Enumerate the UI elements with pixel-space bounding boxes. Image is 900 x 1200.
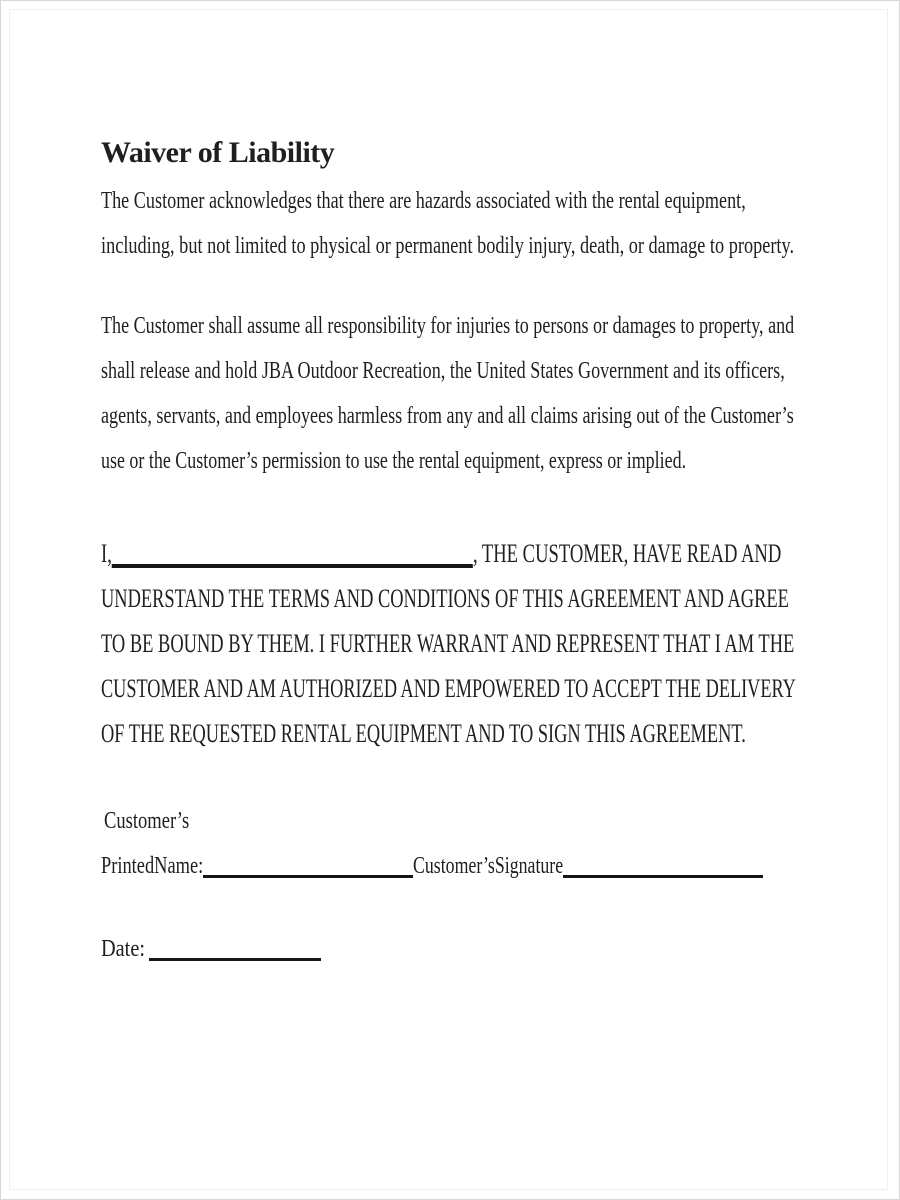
- agreement-line-text: OF THE REQUESTED RENTAL EQUIPMENT AND TO SIGN THIS AGREEMENT.: [101, 719, 746, 748]
- agreement-prefix: I,: [101, 539, 112, 568]
- date-label: Date:: [101, 936, 145, 962]
- paragraph-line-text: including, but not limited to physical or permanent bodily injury, death, or damage to property.: [101, 233, 795, 259]
- paragraph-line: [101, 179, 809, 224]
- agreement-suffix: , THE CUSTOMER, HAVE READ AND: [472, 539, 782, 568]
- agreement-line-text: CUSTOMER AND AM AUTHORIZED AND EMPOWERED TO ACCEPT THE DELIVERY: [101, 674, 796, 703]
- paragraph-agreement-terms: [101, 531, 809, 756]
- customer-signature-blank[interactable]: [563, 875, 763, 878]
- paragraph-line-text: agents, servants, and employees harmless from any and all claims arising out of the Customer’s: [101, 403, 794, 429]
- document-title: [101, 135, 809, 171]
- printed-name-label: PrintedName:: [101, 853, 204, 879]
- agreement-line-with-blank: [101, 531, 809, 576]
- paragraph-line-text: The Customer shall assume all responsibility for injuries to persons or damages to property, and: [101, 313, 795, 339]
- agreement-line: [101, 711, 809, 756]
- signature-section: [101, 799, 809, 889]
- paragraph-line-text: The Customer acknowledges that there are hazards associated with the rental equipment,: [101, 188, 746, 214]
- paragraph-responsibility-release: [101, 304, 809, 484]
- date-blank[interactable]: [149, 958, 321, 961]
- printed-name-signature-line: [101, 844, 809, 889]
- customer-label-line: [101, 799, 809, 844]
- date-line: [101, 927, 809, 972]
- paragraph-line: [101, 349, 809, 394]
- document-title-text: Waiver of Liability: [101, 136, 335, 169]
- agreement-line-text: [101, 531, 782, 576]
- customer-label: Customer’s: [104, 808, 190, 834]
- agreement-line-text: TO BE BOUND BY THEM. I FURTHER WARRANT AND REPRESENT THAT I AM THE: [101, 629, 795, 658]
- paragraph-hazard-acknowledgement: [101, 179, 809, 269]
- paragraph-line-text: use or the Customer’s permission to use the rental equipment, express or implied.: [101, 448, 687, 474]
- paragraph-line: [101, 394, 809, 439]
- agreement-line: [101, 621, 809, 666]
- date-section: [101, 927, 809, 972]
- customer-name-blank[interactable]: [112, 564, 473, 568]
- agreement-line: [101, 666, 809, 711]
- paragraph-line: [101, 224, 809, 269]
- agreement-line: [101, 576, 809, 621]
- paragraph-line-text: shall release and hold JBA Outdoor Recreation, the United States Government and its officers,: [101, 358, 785, 384]
- paragraph-line: [101, 304, 809, 349]
- printed-name-blank[interactable]: [203, 875, 413, 878]
- agreement-line-text: UNDERSTAND THE TERMS AND CONDITIONS OF THIS AGREEMENT AND AGREE: [101, 584, 789, 613]
- paragraph-line: [101, 439, 809, 484]
- customer-signature-label: Customer’sSignature: [413, 853, 564, 879]
